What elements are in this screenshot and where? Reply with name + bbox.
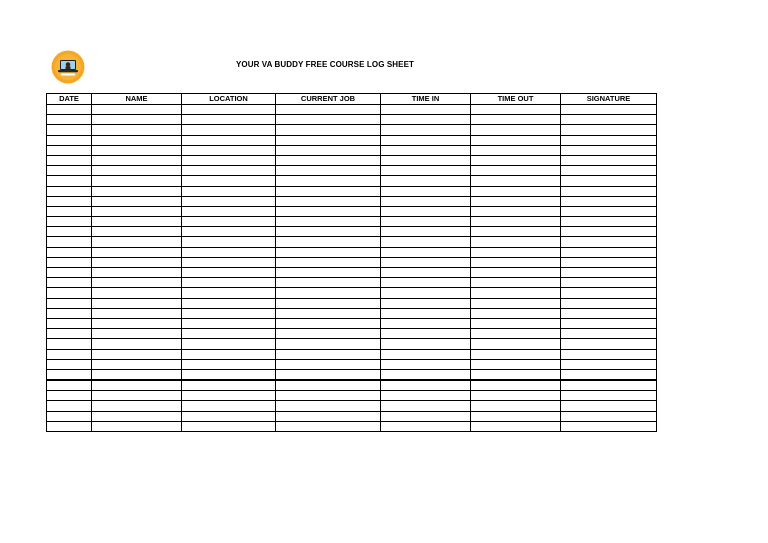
cell-location[interactable]	[182, 369, 276, 380]
cell-date[interactable]	[47, 380, 92, 391]
cell-signature[interactable]	[561, 278, 657, 288]
cell-signature[interactable]	[561, 349, 657, 359]
cell-signature[interactable]	[561, 145, 657, 155]
cell-date[interactable]	[47, 308, 92, 318]
cell-current-job[interactable]	[276, 401, 381, 411]
table-row	[47, 217, 657, 227]
cell-current-job[interactable]	[276, 298, 381, 308]
cell-time-in[interactable]	[381, 380, 471, 391]
cell-name[interactable]	[92, 155, 182, 165]
cell-time-in[interactable]	[381, 247, 471, 257]
cell-current-job[interactable]	[276, 359, 381, 369]
cell-time-in[interactable]	[381, 421, 471, 431]
cell-date[interactable]	[47, 135, 92, 145]
cell-time-out[interactable]	[471, 369, 561, 380]
table-row	[47, 359, 657, 369]
cell-name[interactable]	[92, 268, 182, 278]
cell-name[interactable]	[92, 257, 182, 267]
cell-date[interactable]	[47, 145, 92, 155]
cell-current-job[interactable]	[276, 268, 381, 278]
cell-time-out[interactable]	[471, 288, 561, 298]
cell-location[interactable]	[182, 166, 276, 176]
cell-time-out[interactable]	[471, 166, 561, 176]
cell-location[interactable]	[182, 125, 276, 135]
cell-current-job[interactable]	[276, 166, 381, 176]
cell-current-job[interactable]	[276, 237, 381, 247]
cell-time-out[interactable]	[471, 135, 561, 145]
cell-signature[interactable]	[561, 186, 657, 196]
cell-current-job[interactable]	[276, 318, 381, 328]
cell-name[interactable]	[92, 125, 182, 135]
cell-time-out[interactable]	[471, 257, 561, 267]
cell-time-out[interactable]	[471, 247, 561, 257]
cell-location[interactable]	[182, 247, 276, 257]
cell-date[interactable]	[47, 401, 92, 411]
column-header-signature: SIGNATURE	[561, 94, 657, 105]
column-header-time-in: TIME IN	[381, 94, 471, 105]
cell-time-in[interactable]	[381, 176, 471, 186]
cell-time-in[interactable]	[381, 217, 471, 227]
table-body	[47, 105, 657, 432]
table-row	[47, 369, 657, 380]
cell-time-out[interactable]	[471, 318, 561, 328]
cell-signature[interactable]	[561, 237, 657, 247]
cell-current-job[interactable]	[276, 349, 381, 359]
table-row	[47, 196, 657, 206]
cell-signature[interactable]	[561, 247, 657, 257]
cell-date[interactable]	[47, 115, 92, 125]
cell-time-in[interactable]	[381, 401, 471, 411]
cell-signature[interactable]	[561, 105, 657, 115]
cell-time-out[interactable]	[471, 155, 561, 165]
cell-signature[interactable]	[561, 339, 657, 349]
cell-date[interactable]	[47, 186, 92, 196]
table-row	[47, 288, 657, 298]
cell-current-job[interactable]	[276, 115, 381, 125]
table-row	[47, 391, 657, 401]
cell-current-job[interactable]	[276, 380, 381, 391]
cell-date[interactable]	[47, 288, 92, 298]
table-row	[47, 176, 657, 186]
cell-time-out[interactable]	[471, 115, 561, 125]
cell-time-out[interactable]	[471, 411, 561, 421]
cell-time-in[interactable]	[381, 135, 471, 145]
cell-time-in[interactable]	[381, 227, 471, 237]
table-header-row	[47, 94, 657, 105]
cell-date[interactable]	[47, 155, 92, 165]
cell-time-out[interactable]	[471, 278, 561, 288]
cell-time-in[interactable]	[381, 145, 471, 155]
cell-time-in[interactable]	[381, 105, 471, 115]
table-row	[47, 125, 657, 135]
cell-location[interactable]	[182, 318, 276, 328]
cell-time-in[interactable]	[381, 288, 471, 298]
table-row	[47, 145, 657, 155]
cell-time-out[interactable]	[471, 268, 561, 278]
table-row	[47, 166, 657, 176]
cell-signature[interactable]	[561, 257, 657, 267]
cell-signature[interactable]	[561, 318, 657, 328]
cell-location[interactable]	[182, 237, 276, 247]
cell-time-in[interactable]	[381, 268, 471, 278]
cell-name[interactable]	[92, 196, 182, 206]
table-row	[47, 247, 657, 257]
cell-name[interactable]	[92, 176, 182, 186]
cell-name[interactable]	[92, 278, 182, 288]
cell-name[interactable]	[92, 186, 182, 196]
cell-signature[interactable]	[561, 166, 657, 176]
cell-signature[interactable]	[561, 421, 657, 431]
cell-signature[interactable]	[561, 401, 657, 411]
table-row	[47, 318, 657, 328]
cell-name[interactable]	[92, 247, 182, 257]
column-header-date: DATE	[47, 94, 92, 105]
cell-time-in[interactable]	[381, 369, 471, 380]
table-row	[47, 257, 657, 267]
cell-name[interactable]	[92, 349, 182, 359]
cell-current-job[interactable]	[276, 421, 381, 431]
cell-current-job[interactable]	[276, 288, 381, 298]
cell-date[interactable]	[47, 339, 92, 349]
cell-current-job[interactable]	[276, 196, 381, 206]
cell-date[interactable]	[47, 349, 92, 359]
cell-time-in[interactable]	[381, 391, 471, 401]
cell-time-in[interactable]	[381, 339, 471, 349]
column-header-location: LOCATION	[182, 94, 276, 105]
cell-date[interactable]	[47, 227, 92, 237]
cell-current-job[interactable]	[276, 217, 381, 227]
cell-location[interactable]	[182, 308, 276, 318]
cell-current-job[interactable]	[276, 206, 381, 216]
cell-time-in[interactable]	[381, 155, 471, 165]
cell-signature[interactable]	[561, 176, 657, 186]
cell-current-job[interactable]	[276, 186, 381, 196]
cell-location[interactable]	[182, 217, 276, 227]
cell-location[interactable]	[182, 155, 276, 165]
cell-name[interactable]	[92, 380, 182, 391]
table-row	[47, 349, 657, 359]
cell-location[interactable]	[182, 115, 276, 125]
cell-name[interactable]	[92, 391, 182, 401]
cell-date[interactable]	[47, 391, 92, 401]
cell-name[interactable]	[92, 145, 182, 155]
cell-time-in[interactable]	[381, 308, 471, 318]
cell-time-out[interactable]	[471, 421, 561, 431]
cell-time-out[interactable]	[471, 349, 561, 359]
cell-date[interactable]	[47, 125, 92, 135]
cell-time-out[interactable]	[471, 380, 561, 391]
cell-time-out[interactable]	[471, 401, 561, 411]
column-header-time-out: TIME OUT	[471, 94, 561, 105]
cell-location[interactable]	[182, 278, 276, 288]
cell-current-job[interactable]	[276, 257, 381, 267]
cell-current-job[interactable]	[276, 105, 381, 115]
cell-name[interactable]	[92, 206, 182, 216]
cell-name[interactable]	[92, 166, 182, 176]
table-row	[47, 268, 657, 278]
cell-time-in[interactable]	[381, 329, 471, 339]
cell-current-job[interactable]	[276, 125, 381, 135]
cell-time-in[interactable]	[381, 237, 471, 247]
cell-current-job[interactable]	[276, 155, 381, 165]
table-row	[47, 308, 657, 318]
cell-location[interactable]	[182, 135, 276, 145]
cell-name[interactable]	[92, 288, 182, 298]
cell-date[interactable]	[47, 237, 92, 247]
cell-location[interactable]	[182, 329, 276, 339]
cell-signature[interactable]	[561, 125, 657, 135]
cell-name[interactable]	[92, 369, 182, 380]
table-row	[47, 401, 657, 411]
cell-date[interactable]	[47, 329, 92, 339]
cell-signature[interactable]	[561, 135, 657, 145]
cell-time-in[interactable]	[381, 206, 471, 216]
cell-location[interactable]	[182, 298, 276, 308]
table-row	[47, 237, 657, 247]
cell-signature[interactable]	[561, 227, 657, 237]
cell-location[interactable]	[182, 176, 276, 186]
cell-location[interactable]	[182, 391, 276, 401]
cell-name[interactable]	[92, 298, 182, 308]
cell-time-out[interactable]	[471, 227, 561, 237]
cell-current-job[interactable]	[276, 411, 381, 421]
cell-signature[interactable]	[561, 288, 657, 298]
table-row	[47, 186, 657, 196]
table-row	[47, 105, 657, 115]
cell-current-job[interactable]	[276, 329, 381, 339]
cell-date[interactable]	[47, 298, 92, 308]
cell-date[interactable]	[47, 105, 92, 115]
cell-name[interactable]	[92, 318, 182, 328]
cell-date[interactable]	[47, 278, 92, 288]
cell-signature[interactable]	[561, 329, 657, 339]
cell-time-in[interactable]	[381, 115, 471, 125]
cell-name[interactable]	[92, 339, 182, 349]
cell-current-job[interactable]	[276, 247, 381, 257]
cell-signature[interactable]	[561, 411, 657, 421]
cell-date[interactable]	[47, 206, 92, 216]
cell-time-out[interactable]	[471, 145, 561, 155]
table-row	[47, 206, 657, 216]
cell-name[interactable]	[92, 105, 182, 115]
cell-location[interactable]	[182, 227, 276, 237]
cell-signature[interactable]	[561, 217, 657, 227]
cell-name[interactable]	[92, 359, 182, 369]
cell-date[interactable]	[47, 268, 92, 278]
cell-date[interactable]	[47, 217, 92, 227]
cell-location[interactable]	[182, 105, 276, 115]
cell-current-job[interactable]	[276, 227, 381, 237]
cell-location[interactable]	[182, 257, 276, 267]
cell-time-in[interactable]	[381, 349, 471, 359]
cell-current-job[interactable]	[276, 339, 381, 349]
page-title: YOUR VA BUDDY FREE COURSE LOG SHEET	[235, 60, 415, 69]
cell-time-out[interactable]	[471, 298, 561, 308]
course-log-table	[46, 93, 657, 432]
cell-name[interactable]	[92, 217, 182, 227]
cell-current-job[interactable]	[276, 369, 381, 380]
cell-location[interactable]	[182, 145, 276, 155]
cell-location[interactable]	[182, 288, 276, 298]
cell-name[interactable]	[92, 411, 182, 421]
table-row	[47, 411, 657, 421]
cell-location[interactable]	[182, 359, 276, 369]
cell-signature[interactable]	[561, 369, 657, 380]
cell-location[interactable]	[182, 411, 276, 421]
cell-current-job[interactable]	[276, 278, 381, 288]
cell-time-out[interactable]	[471, 196, 561, 206]
cell-name[interactable]	[92, 308, 182, 318]
cell-time-out[interactable]	[471, 237, 561, 247]
cell-date[interactable]	[47, 176, 92, 186]
cell-location[interactable]	[182, 206, 276, 216]
cell-location[interactable]	[182, 401, 276, 411]
cell-name[interactable]	[92, 237, 182, 247]
cell-current-job[interactable]	[276, 391, 381, 401]
cell-time-out[interactable]	[471, 176, 561, 186]
table-row	[47, 380, 657, 391]
table-row	[47, 227, 657, 237]
cell-time-out[interactable]	[471, 391, 561, 401]
course-logo-icon	[51, 50, 85, 84]
cell-location[interactable]	[182, 268, 276, 278]
cell-location[interactable]	[182, 196, 276, 206]
cell-name[interactable]	[92, 227, 182, 237]
cell-time-in[interactable]	[381, 257, 471, 267]
table-row	[47, 278, 657, 288]
cell-signature[interactable]	[561, 391, 657, 401]
cell-time-in[interactable]	[381, 411, 471, 421]
cell-date[interactable]	[47, 247, 92, 257]
cell-time-in[interactable]	[381, 196, 471, 206]
cell-location[interactable]	[182, 421, 276, 431]
cell-time-in[interactable]	[381, 298, 471, 308]
cell-time-in[interactable]	[381, 125, 471, 135]
cell-location[interactable]	[182, 339, 276, 349]
cell-name[interactable]	[92, 135, 182, 145]
cell-signature[interactable]	[561, 206, 657, 216]
table-row	[47, 155, 657, 165]
cell-time-in[interactable]	[381, 278, 471, 288]
cell-location[interactable]	[182, 380, 276, 391]
cell-name[interactable]	[92, 329, 182, 339]
cell-date[interactable]	[47, 369, 92, 380]
cell-time-out[interactable]	[471, 359, 561, 369]
cell-time-out[interactable]	[471, 105, 561, 115]
cell-location[interactable]	[182, 349, 276, 359]
cell-current-job[interactable]	[276, 308, 381, 318]
cell-signature[interactable]	[561, 155, 657, 165]
cell-current-job[interactable]	[276, 135, 381, 145]
cell-signature[interactable]	[561, 308, 657, 318]
cell-name[interactable]	[92, 115, 182, 125]
cell-signature[interactable]	[561, 380, 657, 391]
cell-signature[interactable]	[561, 115, 657, 125]
cell-time-out[interactable]	[471, 329, 561, 339]
cell-date[interactable]	[47, 318, 92, 328]
cell-date[interactable]	[47, 411, 92, 421]
cell-current-job[interactable]	[276, 145, 381, 155]
table-row	[47, 329, 657, 339]
cell-time-out[interactable]	[471, 125, 561, 135]
cell-time-in[interactable]	[381, 166, 471, 176]
table-row	[47, 339, 657, 349]
cell-time-in[interactable]	[381, 186, 471, 196]
cell-signature[interactable]	[561, 268, 657, 278]
cell-time-out[interactable]	[471, 339, 561, 349]
table-row	[47, 298, 657, 308]
cell-name[interactable]	[92, 421, 182, 431]
cell-signature[interactable]	[561, 298, 657, 308]
column-header-current-job: CURRENT JOB	[276, 94, 381, 105]
cell-date[interactable]	[47, 257, 92, 267]
cell-date[interactable]	[47, 421, 92, 431]
cell-date[interactable]	[47, 196, 92, 206]
cell-name[interactable]	[92, 401, 182, 411]
table-row	[47, 115, 657, 125]
cell-time-in[interactable]	[381, 318, 471, 328]
cell-signature[interactable]	[561, 196, 657, 206]
cell-time-out[interactable]	[471, 186, 561, 196]
cell-signature[interactable]	[561, 359, 657, 369]
cell-date[interactable]	[47, 359, 92, 369]
cell-time-out[interactable]	[471, 217, 561, 227]
cell-time-in[interactable]	[381, 359, 471, 369]
table-row	[47, 421, 657, 431]
table-row	[47, 135, 657, 145]
cell-location[interactable]	[182, 186, 276, 196]
column-header-name: NAME	[92, 94, 182, 105]
cell-current-job[interactable]	[276, 176, 381, 186]
cell-date[interactable]	[47, 166, 92, 176]
cell-time-out[interactable]	[471, 308, 561, 318]
cell-time-out[interactable]	[471, 206, 561, 216]
